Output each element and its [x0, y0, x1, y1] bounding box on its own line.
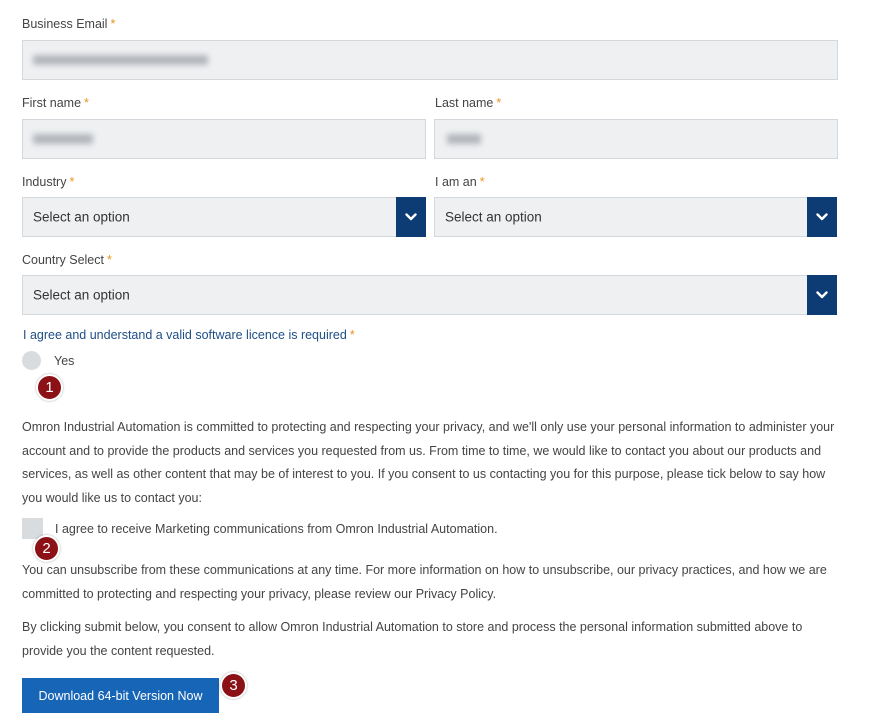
chevron-down-icon	[816, 213, 828, 221]
chevron-down-icon	[816, 291, 828, 299]
required-mark: *	[349, 328, 355, 342]
last-name-label: Last name *	[435, 96, 502, 110]
marketing-label: I agree to receive Marketing communications from Omron Industrial Automation.	[55, 522, 498, 536]
country-select[interactable]	[22, 275, 837, 315]
privacy-paragraph: Omron Industrial Automation is committed to protecting and respecting your privacy, and we'll only use your personal information to administer your account and to provide the products and services you requested from us. From time to time, we would like to contact you about our products and services, as well as other content that may be of interest to you. If you consent to us contacting you for this purpose, please tick below to say how you would like us to contact you:	[22, 420, 835, 505]
annotation-badge-2: 2	[33, 535, 60, 562]
country-select-value: Select an option	[33, 287, 130, 303]
last-name-input[interactable]	[434, 119, 838, 159]
industry-select[interactable]	[22, 197, 426, 237]
email-input[interactable]	[22, 40, 838, 80]
industry-dropdown-button[interactable]	[396, 197, 426, 237]
required-mark: *	[479, 175, 485, 189]
country-dropdown-button[interactable]	[807, 275, 837, 315]
required-mark: *	[110, 17, 116, 31]
country-label: Country Select *	[22, 253, 112, 267]
redacted-value	[33, 134, 93, 144]
licence-yes-radio[interactable]	[22, 351, 41, 370]
annotation-badge-3: 3	[220, 672, 247, 699]
industry-select-value: Select an option	[33, 209, 130, 225]
industry-label: Industry *	[22, 175, 75, 189]
licence-label: I agree and understand a valid software licence is required *	[23, 328, 355, 342]
first-name-label: First name *	[22, 96, 89, 110]
first-name-input[interactable]	[22, 119, 426, 159]
consent-paragraph: By clicking submit below, you consent to allow Omron Industrial Automation to store and process the personal information submitted above to provide you the content requested.	[22, 620, 803, 658]
licence-yes-label: Yes	[54, 354, 75, 368]
redacted-value	[33, 55, 208, 65]
download-button[interactable]: Download 64-bit Version Now	[22, 678, 219, 713]
unsubscribe-paragraph: You can unsubscribe from these communications at any time. For more information on how to unsubscribe, our privacy practices, and how we are committed to protecting and respecting your privacy, please review our Privacy Policy.	[22, 563, 827, 601]
role-select-value: Select an option	[445, 209, 542, 225]
required-mark: *	[84, 96, 89, 110]
required-mark: *	[69, 175, 75, 189]
redacted-value	[447, 134, 481, 144]
role-dropdown-button[interactable]	[807, 197, 837, 237]
role-select[interactable]	[434, 197, 837, 237]
required-mark: *	[106, 253, 112, 267]
annotation-badge-1: 1	[36, 374, 63, 401]
email-label: Business Email *	[22, 17, 116, 31]
role-label: I am an *	[435, 175, 485, 189]
chevron-down-icon	[405, 213, 417, 221]
required-mark: *	[496, 96, 502, 110]
